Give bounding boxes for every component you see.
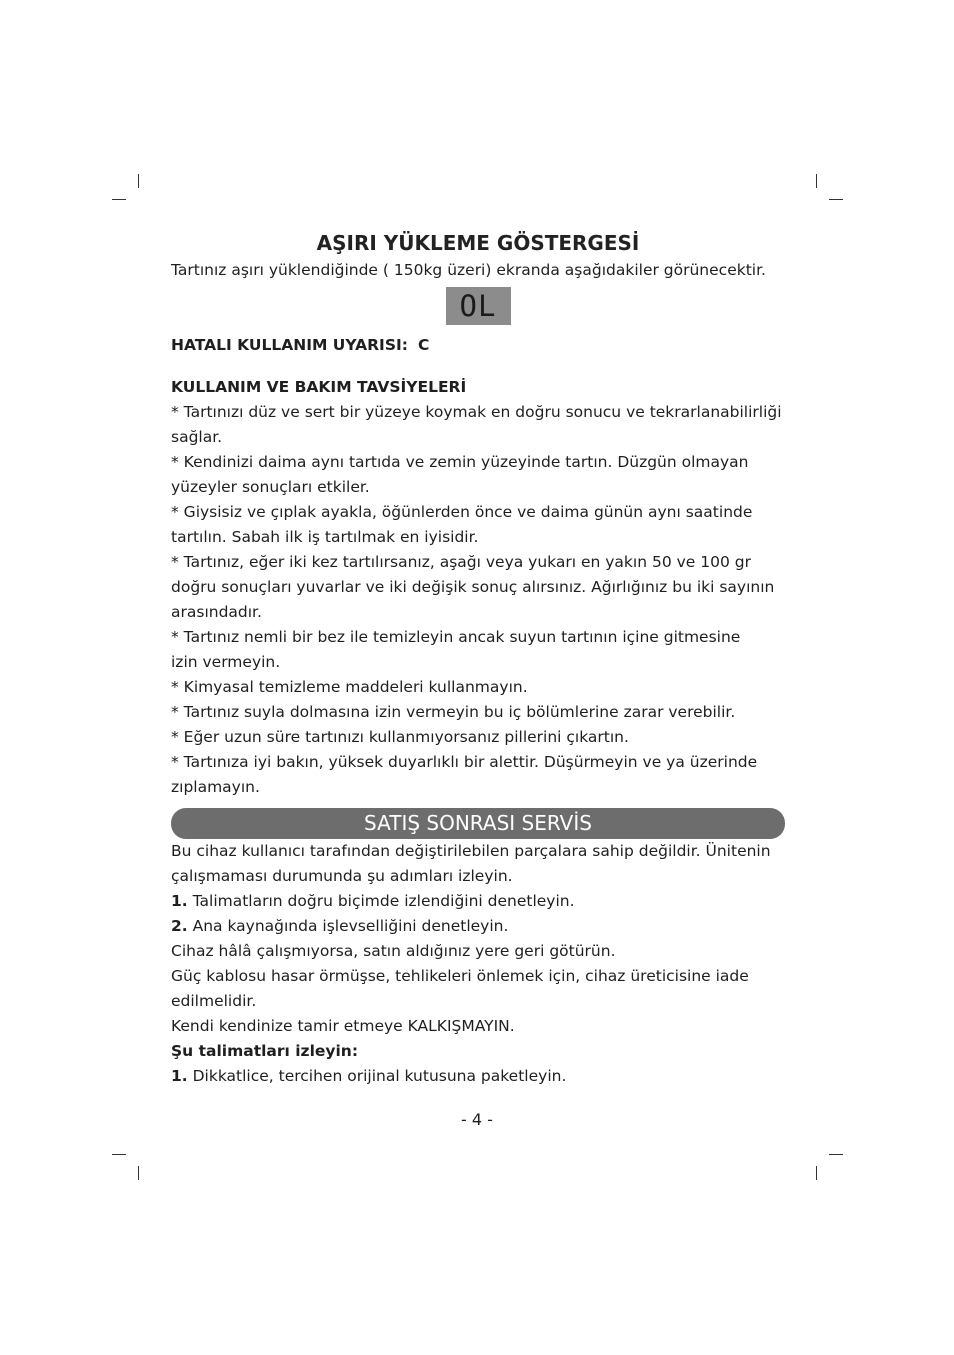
service-follow-title: Şu talimatları izleyin: (171, 1042, 359, 1060)
care-line: zıplamayın. (171, 778, 260, 796)
overload-text: Tartınız aşırı yüklendiğinde ( 150kg üzeri) ekranda aşağıdakiler görünecektir. (171, 261, 766, 279)
care-line: * Kendinizi daima aynı tartıda ve zemin yüzeyinde tartın. Düzgün olmayan (171, 453, 749, 471)
crop-mark (138, 1166, 139, 1180)
overload-display: OL (446, 287, 511, 325)
step-text: Ana kaynağında işlevselliğini denetleyin. (187, 917, 509, 935)
misuse-warning (171, 333, 785, 358)
misuse-label: HATALI KULLANIM UYARISI: (171, 336, 408, 354)
crop-mark (816, 1166, 817, 1180)
care-line: * Giysisiz ve çıplak ayakla, öğünlerden önce ve daima günün aynı saatinde (171, 503, 753, 521)
care-line: sağlar. (171, 428, 223, 446)
service-cable: edilmelidir. (171, 992, 257, 1010)
service-cable: Güç kablosu hasar örmüşse, tehlikeleri önlemek için, cihaz üreticisine iade (171, 967, 749, 985)
step-number: 1. (171, 1067, 188, 1085)
crop-mark (138, 174, 139, 188)
step-number: 1. (171, 892, 188, 910)
service-step (171, 1064, 785, 1089)
page-number: - 4 - (461, 1110, 493, 1129)
care-line: yüzeyler sonuçları etkiler. (171, 478, 370, 496)
care-line: * Tartınızı düz ve sert bir yüzeye koymak en doğru sonucu ve tekrarlanabilirliği (171, 403, 782, 421)
overload-title: AŞIRI YÜKLEME GÖSTERGESİ (316, 231, 640, 255)
service-step (171, 914, 785, 939)
service-no-repair: Kendi kendinize tamir etmeye KALKIŞMAYIN. (171, 1017, 515, 1035)
care-line: arasındadır. (171, 603, 262, 621)
care-line: * Tartınız suyla dolmasına izin vermeyin bu iç bölümlerine zarar verebilir. (171, 703, 736, 721)
care-title: KULLANIM VE BAKIM TAVSİYELERİ (171, 378, 467, 396)
care-line: tartılın. Sabah ilk iş tartılmak en iyisidir. (171, 528, 479, 546)
crop-mark (816, 174, 817, 188)
service-step (171, 889, 785, 914)
care-line: izin vermeyin. (171, 653, 281, 671)
step-number: 2. (171, 917, 188, 935)
misuse-code: C (417, 336, 430, 354)
service-return: Cihaz hâlâ çalışmıyorsa, satın aldığınız yere geri götürün. (171, 942, 616, 960)
care-line: doğru sonuçları yuvarlar ve iki değişik sonuç alırsınız. Ağırlığınız bu iki sayının (171, 578, 775, 596)
page-content (171, 228, 785, 1089)
service-title-bar (171, 808, 785, 839)
overload-display-wrap (171, 287, 785, 325)
service-intro: Bu cihaz kullanıcı tarafından değiştirilebilen parçalara sahip değildir. Ünitenin (171, 842, 771, 860)
care-line: * Tartınız, eğer iki kez tartılırsanız, aşağı veya yukarı en yakın 50 ve 100 gr (171, 553, 751, 571)
crop-mark (829, 1154, 843, 1155)
care-line: * Tartınız nemli bir bez ile temizleyin ancak suyun tartının içine gitmesine (171, 628, 741, 646)
crop-mark (112, 199, 126, 200)
crop-mark (829, 199, 843, 200)
step-text: Talimatların doğru biçimde izlendiğini denetleyin. (187, 892, 575, 910)
care-line: * Kimyasal temizleme maddeleri kullanmayın. (171, 678, 528, 696)
crop-mark (112, 1154, 126, 1155)
step-text: Dikkatlice, tercihen orijinal kutusuna paketleyin. (187, 1067, 567, 1085)
service-title: SATIŞ SONRASI SERVİS (364, 811, 592, 835)
care-line: * Eğer uzun süre tartınızı kullanmıyorsanız pillerini çıkartın. (171, 728, 629, 746)
service-intro: çalışmaması durumunda şu adımları izleyin. (171, 867, 513, 885)
care-line: * Tartınıza iyi bakın, yüksek duyarlıklı bir alettir. Düşürmeyin ve ya üzerinde (171, 753, 758, 771)
